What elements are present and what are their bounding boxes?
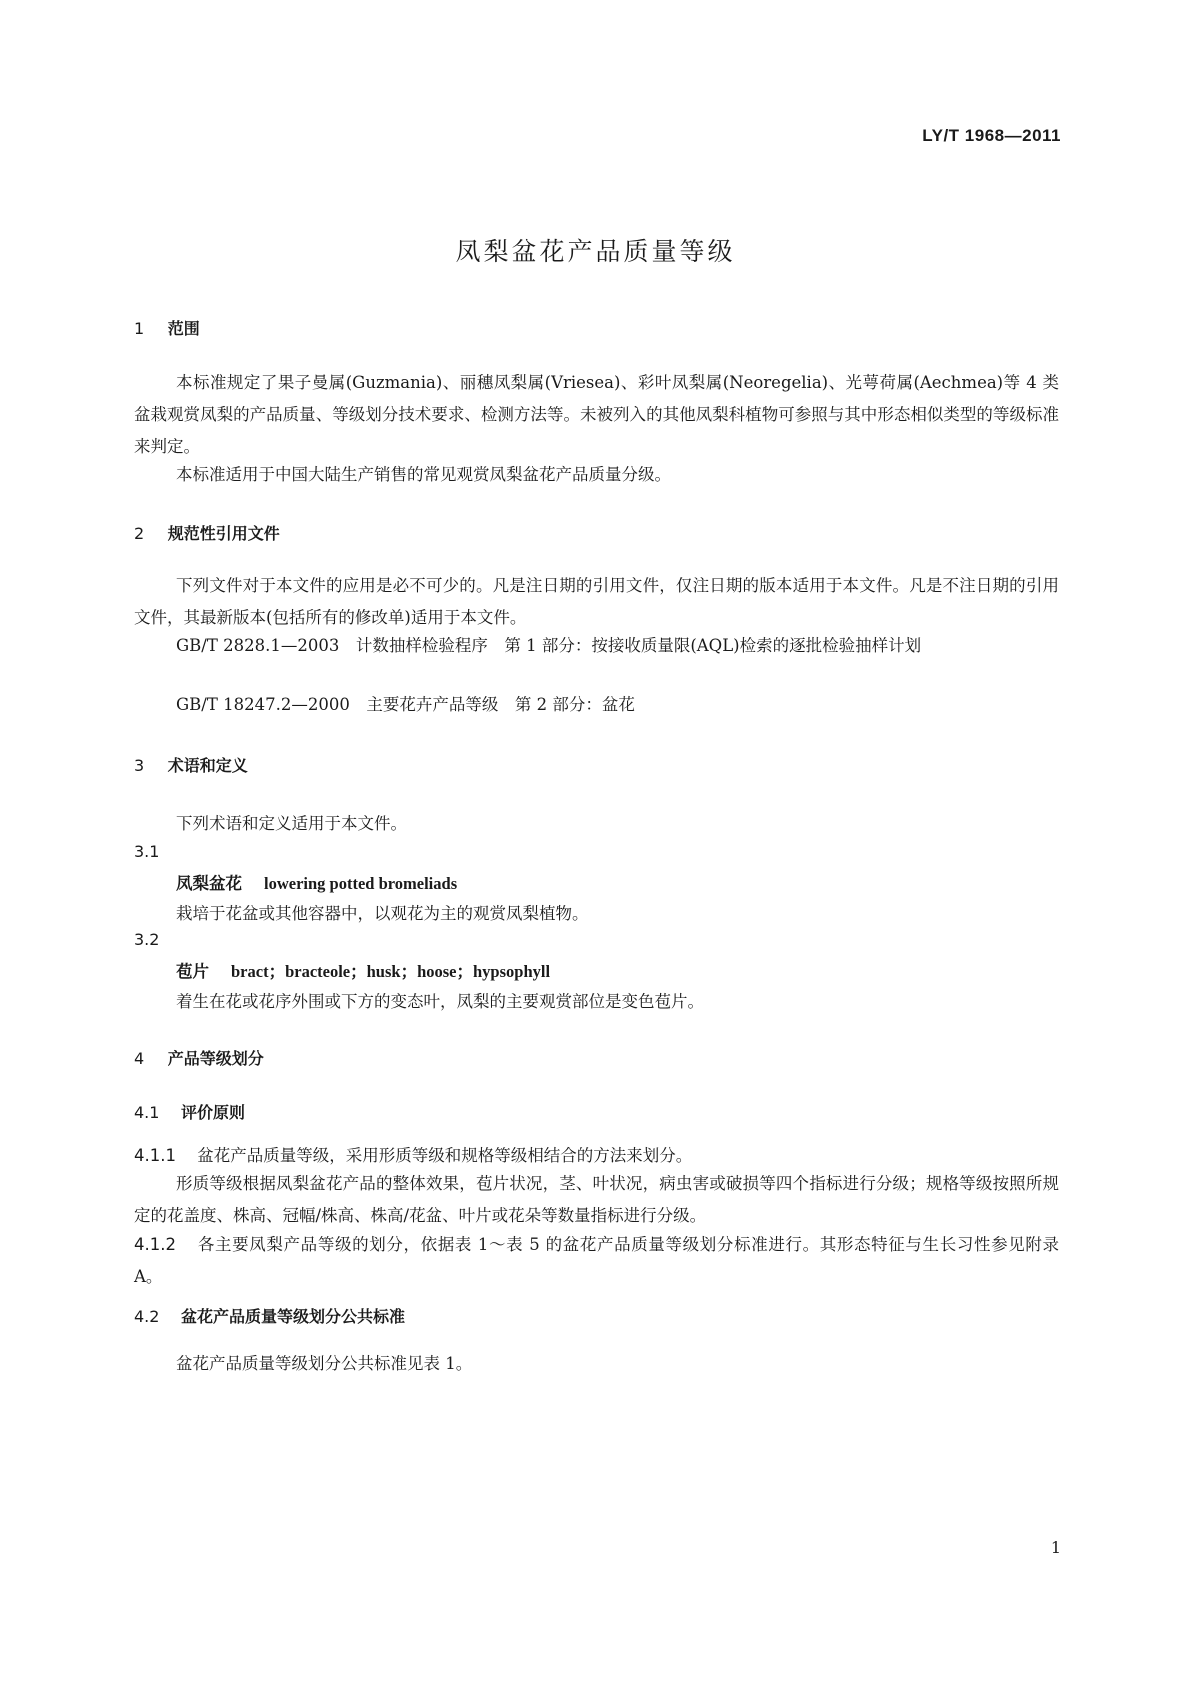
- document-title: 凤梨盆花产品质量等级: [455, 237, 736, 266]
- term-chinese: 凤梨盆花: [176, 874, 242, 893]
- term-english: lowering potted bromeliads: [264, 874, 458, 893]
- section-title: 评价原则: [181, 1103, 246, 1122]
- scope-paragraph-2: 本标准适用于中国大陆生产销售的常见观赏凤梨盆花产品质量分级。: [176, 465, 671, 484]
- clause-number: 4.1.2: [134, 1235, 176, 1254]
- section-number: 1: [134, 319, 145, 338]
- scope-paragraph-1: 本标准规定了果子曼属(Guzmania)、丽穗凤梨属(Vriesea)、彩叶凤梨属(Neoregelia)、光萼荷属(Aechmea)等 4 类盆栽观赏凤梨的产品质量、等级划分技术要求、检测方法等。未被列入的其他凤梨科植物可参照与其中形态相似类型的等级标准来判定。: [134, 373, 1059, 456]
- term-3-2-definition: 着生在花或花序外围或下方的变态叶，凤梨的主要观赏部位是变色苞片。: [176, 992, 704, 1011]
- clause-4-2-text: 盆花产品质量等级划分公共标准见表 1。: [176, 1354, 473, 1373]
- subsection-4-2-heading: [134, 1304, 405, 1327]
- section-3-heading: [134, 753, 248, 776]
- subsection-4-1-heading: [134, 1100, 245, 1123]
- term-3-2: [176, 958, 550, 982]
- section-1-heading: [134, 316, 200, 339]
- section-title: 范围: [167, 319, 200, 338]
- reference-gb-t-18247: GB/T 18247.2—2000 主要花卉产品等级 第 2 部分：盆花: [176, 695, 635, 714]
- clause-text: 盆花产品质量等级，采用形质等级和规格等级相结合的方法来划分。: [197, 1146, 693, 1165]
- section-4-heading: [134, 1046, 264, 1069]
- clause-number: 4.1.1: [134, 1146, 176, 1165]
- section-number: 4.1: [134, 1103, 160, 1122]
- term-3-1: [176, 870, 457, 894]
- section-number: 2: [134, 524, 145, 543]
- section-title: 产品等级划分: [167, 1049, 264, 1068]
- reference-gb-t-2828: GB/T 2828.1—2003 计数抽样检验程序 第 1 部分：按接收质量限(AQL)检索的逐批检验抽样计划: [176, 636, 922, 655]
- term-3-1-number: 3.1: [134, 842, 160, 861]
- term-chinese: 苞片: [176, 962, 209, 981]
- section-title: 术语和定义: [167, 756, 248, 775]
- section-number: 4.2: [134, 1307, 160, 1326]
- section-title: 盆花产品质量等级划分公共标准: [181, 1307, 406, 1326]
- term-english: bract；bracteole；husk；hoose；hypsophyll: [231, 962, 551, 981]
- clause-text: 各主要凤梨产品等级的划分，依据表 1～表 5 的盆花产品质量等级划分标准进行。其形态特征与生长习性参见附录 A。: [134, 1235, 1060, 1286]
- section-number: 4: [134, 1049, 145, 1068]
- term-3-1-definition: 栽培于花盆或其他容器中，以观花为主的观赏凤梨植物。: [176, 904, 589, 923]
- terms-intro: 下列术语和定义适用于本文件。: [176, 814, 407, 833]
- clause-4-1-1: [134, 1142, 692, 1166]
- term-3-2-number: 3.2: [134, 930, 160, 949]
- page-number: 1: [1050, 1538, 1061, 1557]
- references-intro: 下列文件对于本文件的应用是必不可少的。凡是注日期的引用文件，仅注日期的版本适用于本文件。凡是不注日期的引用文件，其最新版本(包括所有的修改单)适用于本文件。: [134, 576, 1059, 627]
- section-2-heading: [134, 521, 280, 544]
- section-title: 规范性引用文件: [167, 524, 280, 543]
- section-number: 3: [134, 756, 145, 775]
- clause-4-1-2: [134, 1229, 1059, 1293]
- clause-4-1-1-paragraph: 形质等级根据凤梨盆花产品的整体效果，苞片状况，茎、叶状况，病虫害或破损等四个指标进行分级；规格等级按照所规定的花盖度、株高、冠幅/株高、株高/花盆、叶片或花朵等数量指标进行分级。: [134, 1174, 1059, 1225]
- standard-number: LY/T 1968—2011: [922, 126, 1061, 145]
